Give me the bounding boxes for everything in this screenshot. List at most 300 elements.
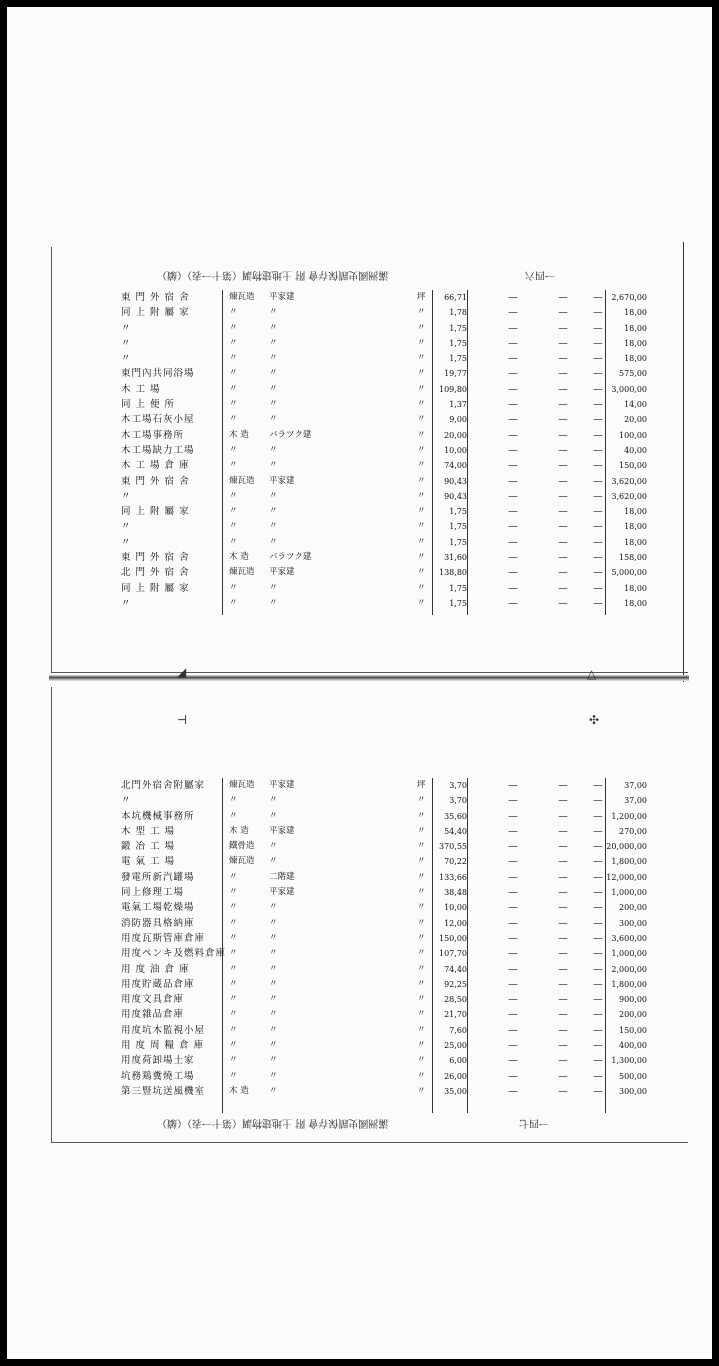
area-unit: 〃 [417, 994, 426, 1005]
building-name: 同 上 附 屬 家 [121, 582, 190, 594]
empty-cell: — [593, 963, 603, 975]
empty-cell: — [558, 1040, 568, 1052]
fold-mark: △ [587, 667, 597, 681]
building-form: 〃 [269, 1055, 278, 1066]
upper-right-edge [683, 242, 684, 682]
empty-cell: — [508, 582, 518, 594]
building-form: 〃 [269, 322, 278, 333]
empty-cell: — [508, 887, 518, 899]
area-unit: 〃 [417, 1024, 426, 1035]
structure-material: 〃 [229, 460, 238, 471]
empty-cell: — [558, 1055, 568, 1067]
empty-cell: — [593, 810, 603, 822]
empty-cell: — [593, 902, 603, 914]
structure-material: 〃 [229, 368, 238, 379]
valuation: 1,800,00 [611, 979, 647, 989]
empty-cell: — [593, 948, 603, 960]
empty-cell: — [508, 932, 518, 944]
empty-cell: — [593, 460, 603, 472]
building-name: 木 工 場 倉 庫 [121, 460, 190, 472]
valuation: 400,00 [619, 1041, 647, 1051]
empty-cell: — [558, 597, 568, 609]
building-name: 用 度 油 倉 庫 [121, 963, 190, 975]
empty-cell: — [508, 368, 518, 380]
area-unit: 〃 [417, 353, 426, 364]
empty-cell: — [508, 871, 518, 883]
empty-cell: — [508, 567, 518, 579]
area-unit: 〃 [417, 887, 426, 898]
empty-cell: — [558, 337, 568, 349]
valuation: 3,620,00 [611, 476, 647, 486]
building-form: バラツク建 [269, 552, 312, 563]
table-row [117, 1069, 657, 1084]
empty-cell: — [508, 322, 518, 334]
table-row [117, 977, 657, 992]
building-form: バラツク建 [269, 429, 312, 440]
structure-material: 〃 [229, 963, 238, 974]
table-row [117, 458, 657, 473]
empty-cell: — [508, 948, 518, 960]
empty-cell: — [508, 1024, 518, 1036]
area-unit: 〃 [417, 871, 426, 882]
building-form: 〃 [269, 948, 278, 959]
building-form: 〃 [269, 1009, 278, 1020]
empty-cell: — [593, 567, 603, 579]
empty-cell: — [558, 780, 568, 791]
building-form: 〃 [269, 841, 278, 852]
area-unit: 〃 [417, 337, 426, 348]
building-name: 用度貯蔵品倉庫 [121, 978, 195, 990]
table-row [117, 550, 657, 565]
floor-area: 109,80 [439, 384, 467, 394]
empty-cell: — [593, 780, 603, 791]
empty-cell: — [508, 1009, 518, 1021]
valuation: 3,600,00 [611, 933, 647, 943]
valuation: 20,00 [624, 415, 647, 425]
floor-area: 92,25 [444, 979, 467, 989]
building-name: 木工場石灰小屋 [121, 414, 195, 426]
building-form: 二階建 [269, 871, 295, 882]
structure-material: 鐵骨造 [229, 841, 255, 852]
valuation: 500,00 [619, 1071, 647, 1081]
floor-area: 1,75 [449, 507, 467, 517]
building-form: 平家建 [269, 780, 295, 790]
building-form: 〃 [269, 963, 278, 974]
empty-cell: — [558, 444, 568, 456]
empty-cell: — [593, 490, 603, 502]
empty-cell: — [593, 1024, 603, 1036]
building-form: 〃 [269, 856, 278, 867]
empty-cell: — [558, 871, 568, 883]
building-name: 木 工 場 [121, 383, 161, 395]
floor-area: 1,75 [449, 537, 467, 547]
structure-material: 煉瓦造 [229, 567, 255, 578]
valuation: 37,00 [624, 796, 647, 806]
floor-area: 1,75 [449, 522, 467, 532]
empty-cell: — [508, 429, 518, 441]
empty-cell: — [593, 506, 603, 518]
building-form: 〃 [269, 307, 278, 318]
empty-cell: — [593, 932, 603, 944]
empty-cell: — [558, 292, 568, 303]
structure-material: 〃 [229, 1009, 238, 1020]
empty-cell: — [508, 841, 518, 853]
table-row [117, 885, 657, 900]
empty-cell: — [593, 1009, 603, 1021]
empty-cell: — [558, 475, 568, 487]
area-unit: 〃 [417, 552, 426, 563]
building-name: 消防器具格納庫 [121, 917, 195, 929]
building-name: 本坑機械事務所 [121, 810, 195, 822]
empty-cell: — [508, 1070, 518, 1082]
valuation: 20,000,00 [606, 842, 647, 852]
structure-material: 〃 [229, 414, 238, 425]
building-name: 東 門 外 宿 舍 [121, 475, 190, 487]
lower-table [117, 778, 657, 1099]
area-unit: 〃 [417, 841, 426, 852]
structure-material: 〃 [229, 337, 238, 348]
table-row [117, 931, 657, 946]
table-row [117, 946, 657, 961]
building-form: 〃 [269, 368, 278, 379]
valuation: 18,00 [624, 338, 647, 348]
building-name: 用度ペンキ及燃料倉庫 [121, 948, 227, 960]
structure-material: 〃 [229, 322, 238, 333]
area-unit: 〃 [417, 567, 426, 578]
building-name: 用度雜品倉庫 [121, 1009, 185, 1021]
structure-material: 〃 [229, 978, 238, 989]
area-unit: 〃 [417, 383, 426, 394]
empty-cell: — [593, 1085, 603, 1097]
empty-cell: — [508, 1085, 518, 1097]
table-row [117, 596, 657, 611]
empty-cell: — [593, 978, 603, 990]
floor-area: 19,77 [444, 369, 467, 379]
table-row [117, 1007, 657, 1022]
empty-cell: — [593, 399, 603, 411]
empty-cell: — [593, 444, 603, 456]
building-name: 用度文具倉庫 [121, 994, 185, 1006]
building-name: 鍛 冶 工 場 [121, 841, 176, 853]
empty-cell: — [558, 841, 568, 853]
area-unit: 〃 [417, 521, 426, 532]
area-unit: 〃 [417, 1040, 426, 1051]
floor-area: 28,50 [444, 995, 467, 1005]
empty-cell: — [593, 887, 603, 899]
empty-cell: — [558, 368, 568, 380]
scan-mark: ⊣ [177, 713, 188, 727]
area-unit: 〃 [417, 399, 426, 410]
empty-cell: — [593, 292, 603, 303]
building-name: 木工場缺力工場 [121, 444, 195, 456]
empty-cell: — [508, 444, 518, 456]
building-name: 〃 [121, 536, 132, 548]
empty-cell: — [508, 810, 518, 822]
floor-area: 20,00 [444, 430, 467, 440]
floor-area: 1,75 [449, 338, 467, 348]
table-row [117, 1053, 657, 1068]
structure-material: 〃 [229, 795, 238, 806]
structure-material: 煉瓦造 [229, 475, 255, 486]
building-form: 〃 [269, 337, 278, 348]
empty-cell: — [558, 810, 568, 822]
building-name: 同 上 附 屬 家 [121, 506, 190, 518]
structure-material: 木 造 [229, 825, 249, 836]
floor-area: 150,00 [439, 933, 467, 943]
building-form: 〃 [269, 932, 278, 943]
floor-area: 35,60 [444, 811, 467, 821]
table-row [117, 916, 657, 931]
valuation: 150,00 [619, 1025, 647, 1035]
empty-cell: — [508, 399, 518, 411]
area-unit: 〃 [417, 506, 426, 517]
empty-cell: — [508, 337, 518, 349]
lower-header-text: 滿洲國史蹟保存會 附 土地建物調（第十一表）（續） [157, 1117, 389, 1128]
building-form: 〃 [269, 917, 278, 928]
empty-cell: — [508, 383, 518, 395]
structure-material: 〃 [229, 1024, 238, 1035]
floor-area: 3,70 [449, 781, 467, 790]
empty-cell: — [558, 795, 568, 807]
table-row [117, 824, 657, 839]
valuation: 37,00 [624, 781, 647, 790]
structure-material: 木 造 [229, 429, 249, 440]
valuation: 100,00 [619, 430, 647, 440]
floor-area: 70,22 [444, 857, 467, 867]
empty-cell: — [508, 597, 518, 609]
empty-cell: — [508, 994, 518, 1006]
building-form: 〃 [269, 536, 278, 547]
structure-material: 〃 [229, 536, 238, 547]
building-form: 〃 [269, 353, 278, 364]
structure-material: 〃 [229, 383, 238, 394]
empty-cell: — [558, 552, 568, 564]
floor-area: 31,60 [444, 553, 467, 563]
empty-cell: — [593, 1040, 603, 1052]
document-page [7, 7, 712, 1359]
table-row [117, 793, 657, 808]
building-form: 〃 [269, 399, 278, 410]
area-unit: 〃 [417, 444, 426, 455]
structure-material: 木 造 [229, 552, 249, 563]
floor-area: 6,00 [449, 1056, 467, 1066]
empty-cell: — [593, 414, 603, 426]
area-unit: 〃 [417, 856, 426, 867]
building-name: 同 上 便 所 [121, 399, 176, 411]
valuation: 12,000,00 [606, 872, 647, 882]
area-unit: 〃 [417, 490, 426, 501]
structure-material: 煉瓦造 [229, 292, 255, 302]
table-row [117, 321, 657, 336]
empty-cell: — [593, 1070, 603, 1082]
valuation: 1,200,00 [611, 811, 647, 821]
valuation: 2,670,00 [611, 293, 647, 302]
empty-cell: — [508, 506, 518, 518]
building-form: 〃 [269, 597, 278, 608]
empty-cell: — [508, 521, 518, 533]
building-name: 坑務鶏糞燒工場 [121, 1070, 195, 1082]
empty-cell: — [593, 383, 603, 395]
building-name: 電氣工場乾燥場 [121, 902, 195, 914]
building-name: 〃 [121, 322, 132, 334]
floor-area: 107,70 [439, 949, 467, 959]
empty-cell: — [508, 460, 518, 472]
building-form: 〃 [269, 978, 278, 989]
empty-cell: — [558, 932, 568, 944]
building-form: 〃 [269, 994, 278, 1005]
building-name: 〃 [121, 521, 132, 533]
building-name: 同 上 附 屬 家 [121, 307, 190, 319]
valuation: 5,000,00 [611, 568, 647, 578]
structure-material: 〃 [229, 932, 238, 943]
table-row [117, 382, 657, 397]
table-row [117, 397, 657, 412]
empty-cell: — [508, 978, 518, 990]
structure-material: 〃 [229, 810, 238, 821]
structure-material: 〃 [229, 521, 238, 532]
structure-material: 〃 [229, 307, 238, 318]
empty-cell: — [558, 856, 568, 868]
building-name: 〃 [121, 353, 132, 365]
empty-cell: — [558, 322, 568, 334]
table-row [117, 854, 657, 869]
empty-cell: — [508, 353, 518, 365]
area-unit: 〃 [417, 597, 426, 608]
structure-material: 〃 [229, 582, 238, 593]
empty-cell: — [593, 521, 603, 533]
building-form: 〃 [269, 582, 278, 593]
valuation: 1,000,00 [611, 888, 647, 898]
floor-area: 138,80 [439, 568, 467, 578]
upper-page-number [525, 269, 555, 284]
lower-page-number [519, 1117, 549, 1132]
empty-cell: — [558, 963, 568, 975]
valuation: 3,620,00 [611, 491, 647, 501]
building-name: 用度荷卸場土家 [121, 1055, 195, 1067]
table-row [117, 489, 657, 504]
building-name: 用度瓦斯管庫倉庫 [121, 932, 206, 944]
empty-cell: — [508, 414, 518, 426]
empty-cell: — [508, 536, 518, 548]
building-form: 〃 [269, 490, 278, 501]
building-form: 〃 [269, 460, 278, 471]
scan-mark: ✣ [589, 713, 600, 727]
empty-cell: — [508, 1040, 518, 1052]
building-name: 第三豎坑送風機室 [121, 1085, 206, 1097]
building-form: 平家建 [269, 887, 295, 898]
empty-cell: — [508, 1055, 518, 1067]
building-name: 北門外宿舍附屬家 [121, 780, 206, 791]
table-row [117, 336, 657, 351]
structure-material: 〃 [229, 871, 238, 882]
table-row [117, 428, 657, 443]
floor-area: 12,00 [444, 918, 467, 928]
building-form: 〃 [269, 1024, 278, 1035]
area-unit: 〃 [417, 368, 426, 379]
structure-material: 〃 [229, 994, 238, 1005]
empty-cell: — [508, 963, 518, 975]
empty-cell: — [508, 856, 518, 868]
building-name: 用度坑木監視小屋 [121, 1024, 206, 1036]
empty-cell: — [593, 597, 603, 609]
empty-cell: — [593, 353, 603, 365]
floor-area: 1,75 [449, 354, 467, 364]
floor-area: 1,75 [449, 583, 467, 593]
empty-cell: — [593, 337, 603, 349]
empty-cell: — [593, 795, 603, 807]
building-form: 平家建 [269, 567, 295, 578]
empty-cell: — [593, 429, 603, 441]
empty-cell: — [558, 994, 568, 1006]
empty-cell: — [593, 322, 603, 334]
building-form: 〃 [269, 902, 278, 913]
building-form: 〃 [269, 414, 278, 425]
empty-cell: — [558, 567, 568, 579]
table-row [117, 565, 657, 580]
building-name: 東 門 外 宿 舍 [121, 292, 190, 303]
building-name: 木 型 工 場 [121, 825, 176, 837]
empty-cell: — [593, 307, 603, 319]
structure-material: 〃 [229, 444, 238, 455]
area-unit: 〃 [417, 475, 426, 486]
building-form: 〃 [269, 1040, 278, 1051]
upper-header-text: 滿洲國史蹟保存會 附 土地建物調（第十一表）（續） [157, 269, 389, 280]
table-row [117, 900, 657, 915]
table-row [117, 504, 657, 519]
valuation: 3,000,00 [611, 384, 647, 394]
area-unit: 〃 [417, 414, 426, 425]
empty-cell: — [508, 780, 518, 791]
floor-area: 54,40 [444, 826, 467, 836]
area-unit: 〃 [417, 429, 426, 440]
structure-material: 〃 [229, 917, 238, 928]
table-row [117, 870, 657, 885]
valuation: 158,00 [619, 553, 647, 563]
building-form: 〃 [269, 1085, 278, 1096]
empty-cell: — [558, 1009, 568, 1021]
floor-area: 1,75 [449, 598, 467, 608]
empty-cell: — [593, 536, 603, 548]
table-row [117, 535, 657, 550]
area-unit: 坪 [417, 780, 426, 790]
empty-cell: — [593, 994, 603, 1006]
area-unit: 〃 [417, 825, 426, 836]
building-form: 〃 [269, 1070, 278, 1081]
building-form: 〃 [269, 444, 278, 455]
area-unit: 〃 [417, 978, 426, 989]
floor-area: 26,00 [444, 1071, 467, 1081]
floor-area: 90,43 [444, 476, 467, 486]
floor-area: 3,70 [449, 796, 467, 806]
area-unit: 〃 [417, 795, 426, 806]
area-unit: 〃 [417, 1055, 426, 1066]
building-form: 〃 [269, 795, 278, 806]
valuation: 200,00 [619, 903, 647, 913]
empty-cell: — [508, 552, 518, 564]
upper-page-number-text: 一四六 [525, 269, 555, 280]
valuation: 2,000,00 [611, 964, 647, 974]
empty-cell: — [558, 978, 568, 990]
structure-material: 〃 [229, 948, 238, 959]
area-unit: 〃 [417, 917, 426, 928]
valuation: 18,00 [624, 537, 647, 547]
empty-cell: — [508, 292, 518, 303]
floor-area: 38,48 [444, 888, 467, 898]
valuation: 18,00 [624, 598, 647, 608]
empty-cell: — [593, 825, 603, 837]
area-unit: 〃 [417, 1009, 426, 1020]
area-unit: 〃 [417, 932, 426, 943]
